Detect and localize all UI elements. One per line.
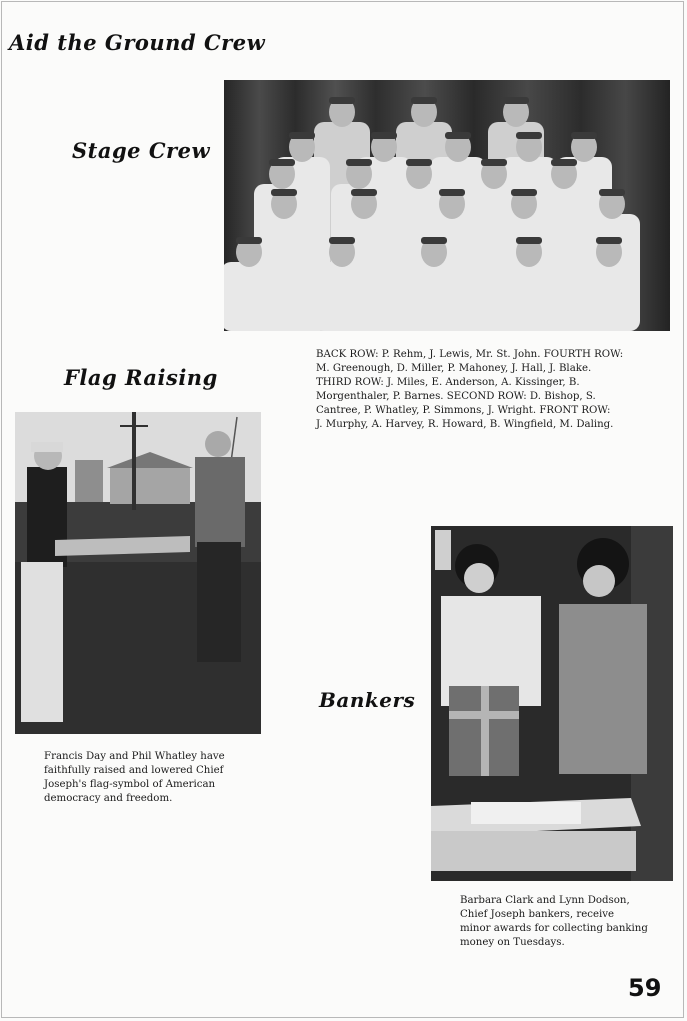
caption-line: BACK ROW: P. Rehm, J. Lewis, Mr. St. John. FOURTH ROW: bbox=[316, 349, 624, 360]
bankers-caption bbox=[460, 894, 670, 950]
flag-raising-caption bbox=[44, 750, 244, 806]
caption-line: Joseph's flag-symbol of American bbox=[44, 779, 216, 790]
caption-line: Cantree, P. Whatley, P. Simmons, J. Wright. FRONT ROW: bbox=[316, 405, 611, 416]
bankers-photo bbox=[431, 526, 673, 881]
page-number: 59 bbox=[628, 974, 662, 1002]
page-title: Aid the Ground Crew bbox=[9, 30, 266, 55]
caption-line: money on Tuesdays. bbox=[460, 937, 565, 948]
caption-line: M. Greenough, D. Miller, P. Mahoney, J. Hall, J. Blake. bbox=[316, 363, 592, 374]
caption-line: Morgenthaler, P. Barnes. SECOND ROW: D. Bishop, S. bbox=[316, 391, 596, 402]
caption-line: democracy and freedom. bbox=[44, 793, 173, 804]
bankers-heading: Bankers bbox=[319, 688, 416, 712]
caption-line: Francis Day and Phil Whatley have bbox=[44, 751, 225, 762]
caption-line: Barbara Clark and Lynn Dodson, bbox=[460, 895, 630, 906]
caption-line: J. Murphy, A. Harvey, R. Howard, B. Wingfield, M. Daling. bbox=[316, 419, 614, 430]
caption-line: THIRD ROW: J. Miles, E. Anderson, A. Kissinger, B. bbox=[316, 377, 580, 388]
stage-crew-caption bbox=[316, 348, 676, 432]
stage-crew-heading: Stage Crew bbox=[72, 138, 211, 163]
caption-line: Chief Joseph bankers, receive bbox=[460, 909, 615, 920]
caption-line: faithfully raised and lowered Chief bbox=[44, 765, 224, 776]
flag-raising-photo bbox=[15, 412, 261, 734]
flag-raising-heading: Flag Raising bbox=[64, 365, 218, 390]
stage-crew-photo bbox=[224, 80, 670, 331]
caption-line: minor awards for collecting banking bbox=[460, 923, 648, 934]
